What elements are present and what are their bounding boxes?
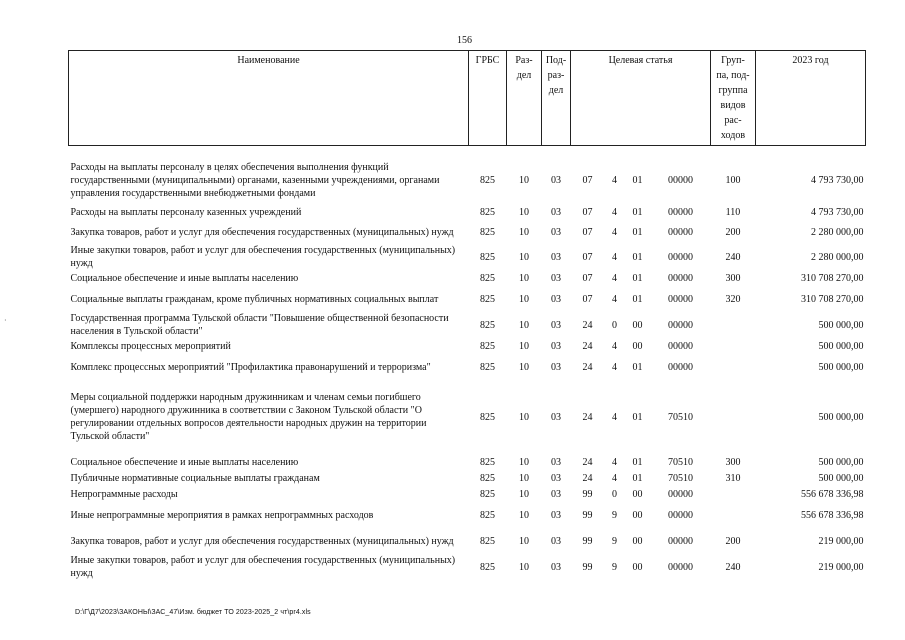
row-amount: 4 793 730,00	[811, 174, 864, 186]
target-part-t4: 00000	[668, 206, 693, 218]
header-name: Наименование	[69, 51, 469, 146]
budget-table	[68, 50, 866, 580]
row-target-article	[571, 554, 711, 580]
row-expense-group: 240	[725, 251, 741, 263]
row-podrazdel: 03	[551, 272, 561, 284]
row-amount: 2 280 000,00	[811, 251, 864, 263]
row-name: Социальное обеспечение и иные выплаты населению	[70, 272, 299, 284]
target-part-t3: 01	[632, 456, 643, 468]
row-podrazdel: 03	[551, 293, 561, 305]
row-grbs: 825	[480, 535, 495, 547]
row-grbs: 825	[480, 411, 495, 423]
row-amount: 219 000,00	[818, 535, 864, 547]
table-row	[69, 312, 866, 338]
target-part-t4: 00000	[668, 340, 693, 352]
row-expense-group	[711, 502, 756, 528]
target-part-t1: 99	[582, 488, 593, 500]
target-part-t3: 00	[632, 561, 643, 573]
table-row	[69, 338, 866, 354]
row-amount: 310 708 270,00	[801, 293, 864, 305]
row-target-article	[571, 204, 711, 220]
row-expense-group: 240	[725, 561, 741, 573]
row-razdel: 10	[519, 456, 529, 468]
row-expense-group: 320	[725, 293, 741, 305]
row-razdel: 10	[519, 411, 529, 423]
target-part-t2: 0	[612, 319, 617, 331]
target-part-t4: 70510	[668, 456, 693, 468]
target-part-t2: 4	[612, 174, 617, 186]
table-row	[69, 156, 866, 204]
table-row	[69, 380, 866, 454]
target-part-t3: 00	[632, 509, 643, 521]
table-row	[69, 486, 866, 502]
table-row	[69, 470, 866, 486]
table-row	[69, 204, 866, 220]
row-razdel: 10	[519, 206, 529, 218]
row-amount: 500 000,00	[818, 472, 864, 484]
target-part-t4: 70510	[668, 472, 693, 484]
target-part-t1: 24	[582, 340, 593, 352]
target-part-t3: 00	[632, 535, 643, 547]
row-razdel: 10	[519, 561, 529, 573]
header-year: 2023 год	[756, 51, 866, 146]
target-part-t4: 00000	[668, 535, 693, 547]
row-amount: 500 000,00	[818, 361, 864, 373]
target-part-t1: 07	[582, 206, 593, 218]
row-expense-group	[711, 338, 756, 354]
target-part-t2: 4	[612, 411, 617, 423]
target-part-t4: 00000	[668, 293, 693, 305]
target-part-t2: 4	[612, 272, 617, 284]
row-expense-group: 300	[725, 456, 741, 468]
row-podrazdel: 03	[551, 509, 561, 521]
target-part-t1: 99	[582, 509, 593, 521]
row-podrazdel: 03	[551, 361, 561, 373]
target-part-t2: 4	[612, 361, 617, 373]
row-expense-group	[711, 354, 756, 380]
target-part-t1: 07	[582, 272, 593, 284]
row-target-article	[571, 244, 711, 270]
row-expense-group: 200	[725, 226, 741, 238]
scan-speck: ·	[4, 316, 7, 325]
target-part-t4: 00000	[668, 319, 693, 331]
row-grbs: 825	[480, 361, 495, 373]
row-podrazdel: 03	[551, 251, 561, 263]
row-podrazdel: 03	[551, 561, 561, 573]
row-razdel: 10	[519, 361, 529, 373]
row-razdel: 10	[519, 488, 529, 500]
row-grbs: 825	[480, 319, 495, 331]
header-target-article: Целевая статья	[571, 51, 711, 146]
row-name: Меры социальной поддержки народным дружинникам и членам семьи погибшего (умершего) народного дружинника в соответствии с Законом Тульской области "О регулировании отдельных вопросов деятельности народных дружин на территории Тульской области"	[70, 392, 427, 442]
target-part-t1: 99	[582, 561, 593, 573]
row-grbs: 825	[480, 488, 495, 500]
footer-file-path: D:\Г\Д7\2023\ЗАКОНЫ\ЗАС_47\Изм. бюджет ТО 2023-2025_2 чт\pr4.xls	[75, 609, 311, 616]
target-part-t3: 01	[632, 272, 643, 284]
row-name: Расходы на выплаты персоналу казенных учреждений	[70, 206, 302, 218]
row-razdel: 10	[519, 472, 529, 484]
row-target-article	[571, 502, 711, 528]
target-part-t3: 01	[632, 226, 643, 238]
row-grbs: 825	[480, 272, 495, 284]
row-name: Социальное обеспечение и иные выплаты населению	[70, 456, 299, 468]
target-part-t3: 01	[632, 174, 643, 186]
target-part-t2: 4	[612, 206, 617, 218]
row-name: Комплекс процессных мероприятий "Профилактика правонарушений и терроризма"	[70, 361, 431, 373]
target-part-t2: 4	[612, 226, 617, 238]
row-grbs: 825	[480, 509, 495, 521]
row-expense-group: 110	[725, 206, 741, 218]
row-target-article	[571, 156, 711, 204]
row-razdel: 10	[519, 535, 529, 547]
target-part-t1: 24	[582, 319, 593, 331]
row-grbs: 825	[480, 456, 495, 468]
row-name: Закупка товаров, работ и услуг для обеспечения государственных (муниципальных) нужд	[70, 535, 454, 547]
row-name: Комплексы процессных мероприятий	[70, 340, 231, 352]
row-amount: 556 678 336,98	[801, 509, 864, 521]
header-razdel: Раз- дел	[507, 51, 542, 146]
table-row	[69, 244, 866, 270]
row-podrazdel: 03	[551, 411, 561, 423]
target-part-t4: 00000	[668, 174, 693, 186]
row-podrazdel: 03	[551, 488, 561, 500]
row-name: Социальные выплаты гражданам, кроме публичных нормативных социальных выплат	[70, 293, 439, 305]
table-header-row	[69, 51, 866, 146]
row-razdel: 10	[519, 226, 529, 238]
row-target-article	[571, 470, 711, 486]
target-part-t4: 00000	[668, 272, 693, 284]
row-name: Иные закупки товаров, работ и услуг для обеспечения государственных (муниципальных) нужд	[70, 555, 456, 579]
row-razdel: 10	[519, 251, 529, 263]
page-number: 156	[457, 35, 472, 46]
row-amount: 556 678 336,98	[801, 488, 864, 500]
target-part-t3: 01	[632, 472, 643, 484]
row-grbs: 825	[480, 340, 495, 352]
row-target-article	[571, 454, 711, 470]
target-part-t4: 00000	[668, 509, 693, 521]
row-target-article	[571, 528, 711, 554]
target-part-t2: 0	[612, 488, 617, 500]
row-amount: 500 000,00	[818, 411, 864, 423]
row-podrazdel: 03	[551, 340, 561, 352]
row-name: Публичные нормативные социальные выплаты гражданам	[70, 472, 320, 484]
row-podrazdel: 03	[551, 472, 561, 484]
target-part-t2: 4	[612, 340, 617, 352]
target-part-t1: 24	[582, 361, 593, 373]
row-grbs: 825	[480, 206, 495, 218]
row-grbs: 825	[480, 226, 495, 238]
target-part-t2: 9	[612, 509, 617, 521]
row-target-article	[571, 220, 711, 244]
row-podrazdel: 03	[551, 174, 561, 186]
row-grbs: 825	[480, 293, 495, 305]
row-target-article	[571, 286, 711, 312]
row-target-article	[571, 354, 711, 380]
table-row	[69, 454, 866, 470]
row-grbs: 825	[480, 561, 495, 573]
row-razdel: 10	[519, 509, 529, 521]
row-expense-group: 100	[725, 174, 741, 186]
table-row	[69, 354, 866, 380]
table-row	[69, 502, 866, 528]
target-part-t1: 99	[582, 535, 593, 547]
row-name: Непрограммные расходы	[70, 488, 178, 500]
table-row	[69, 220, 866, 244]
target-part-t4: 00000	[668, 561, 693, 573]
target-part-t2: 9	[612, 561, 617, 573]
row-target-article	[571, 312, 711, 338]
target-part-t3: 01	[632, 206, 643, 218]
row-razdel: 10	[519, 293, 529, 305]
target-part-t3: 00	[632, 488, 643, 500]
row-razdel: 10	[519, 272, 529, 284]
row-expense-group: 310	[725, 472, 741, 484]
row-amount: 500 000,00	[818, 456, 864, 468]
target-part-t4: 00000	[668, 361, 693, 373]
target-part-t4: 00000	[668, 251, 693, 263]
header-grbs: ГРБС	[469, 51, 507, 146]
row-grbs: 825	[480, 472, 495, 484]
row-expense-group	[711, 380, 756, 454]
row-name: Иные закупки товаров, работ и услуг для обеспечения государственных (муниципальных) нужд	[70, 245, 456, 269]
target-part-t2: 4	[612, 456, 617, 468]
row-razdel: 10	[519, 340, 529, 352]
header-podrazdel: Под- раз- дел	[542, 51, 571, 146]
row-target-article	[571, 380, 711, 454]
table-row	[69, 270, 866, 286]
row-podrazdel: 03	[551, 206, 561, 218]
target-part-t1: 07	[582, 293, 593, 305]
row-expense-group: 200	[725, 535, 741, 547]
table-row	[69, 528, 866, 554]
row-amount: 219 000,00	[818, 561, 864, 573]
row-podrazdel: 03	[551, 319, 561, 331]
target-part-t1: 07	[582, 174, 593, 186]
target-part-t3: 01	[632, 411, 643, 423]
target-part-t1: 07	[582, 251, 593, 263]
row-grbs: 825	[480, 251, 495, 263]
target-part-t1: 24	[582, 472, 593, 484]
target-part-t3: 00	[632, 340, 643, 352]
target-part-t3: 01	[632, 251, 643, 263]
row-podrazdel: 03	[551, 535, 561, 547]
row-name: Расходы на выплаты персоналу в целях обеспечения выполнения функций государственными (муниципальными) органами, казенными учреждениями, органами управления государственными внебюджетными фондами	[70, 161, 440, 199]
target-part-t2: 4	[612, 472, 617, 484]
row-podrazdel: 03	[551, 456, 561, 468]
target-part-t4: 00000	[668, 226, 693, 238]
row-expense-group: 300	[725, 272, 741, 284]
row-expense-group	[711, 312, 756, 338]
target-part-t2: 4	[612, 293, 617, 305]
row-name: Иные непрограммные мероприятия в рамках непрограммных расходов	[70, 509, 374, 521]
row-razdel: 10	[519, 319, 529, 331]
header-expense-group: Груп- па, под- группа видов рас- ходов	[711, 51, 756, 146]
row-target-article	[571, 486, 711, 502]
target-part-t3: 00	[632, 319, 643, 331]
row-amount: 2 280 000,00	[811, 226, 864, 238]
target-part-t4: 70510	[668, 411, 693, 423]
row-name: Закупка товаров, работ и услуг для обеспечения государственных (муниципальных) нужд	[70, 226, 454, 238]
target-part-t3: 01	[632, 361, 643, 373]
row-grbs: 825	[480, 174, 495, 186]
row-podrazdel: 03	[551, 226, 561, 238]
target-part-t1: 24	[582, 456, 593, 468]
target-part-t1: 24	[582, 411, 593, 423]
row-name: Государственная программа Тульской области "Повышение общественной безопасности населения в Тульской области"	[70, 313, 449, 337]
table-row	[69, 286, 866, 312]
row-expense-group	[711, 486, 756, 502]
row-amount: 500 000,00	[818, 340, 864, 352]
row-amount: 310 708 270,00	[801, 272, 864, 284]
target-part-t2: 9	[612, 535, 617, 547]
row-amount: 500 000,00	[818, 319, 864, 331]
row-razdel: 10	[519, 174, 529, 186]
row-amount: 4 793 730,00	[811, 206, 864, 218]
target-part-t4: 00000	[668, 488, 693, 500]
target-part-t2: 4	[612, 251, 617, 263]
target-part-t3: 01	[632, 293, 643, 305]
target-part-t1: 07	[582, 226, 593, 238]
row-target-article	[571, 270, 711, 286]
row-target-article	[571, 338, 711, 354]
table-row	[69, 554, 866, 580]
